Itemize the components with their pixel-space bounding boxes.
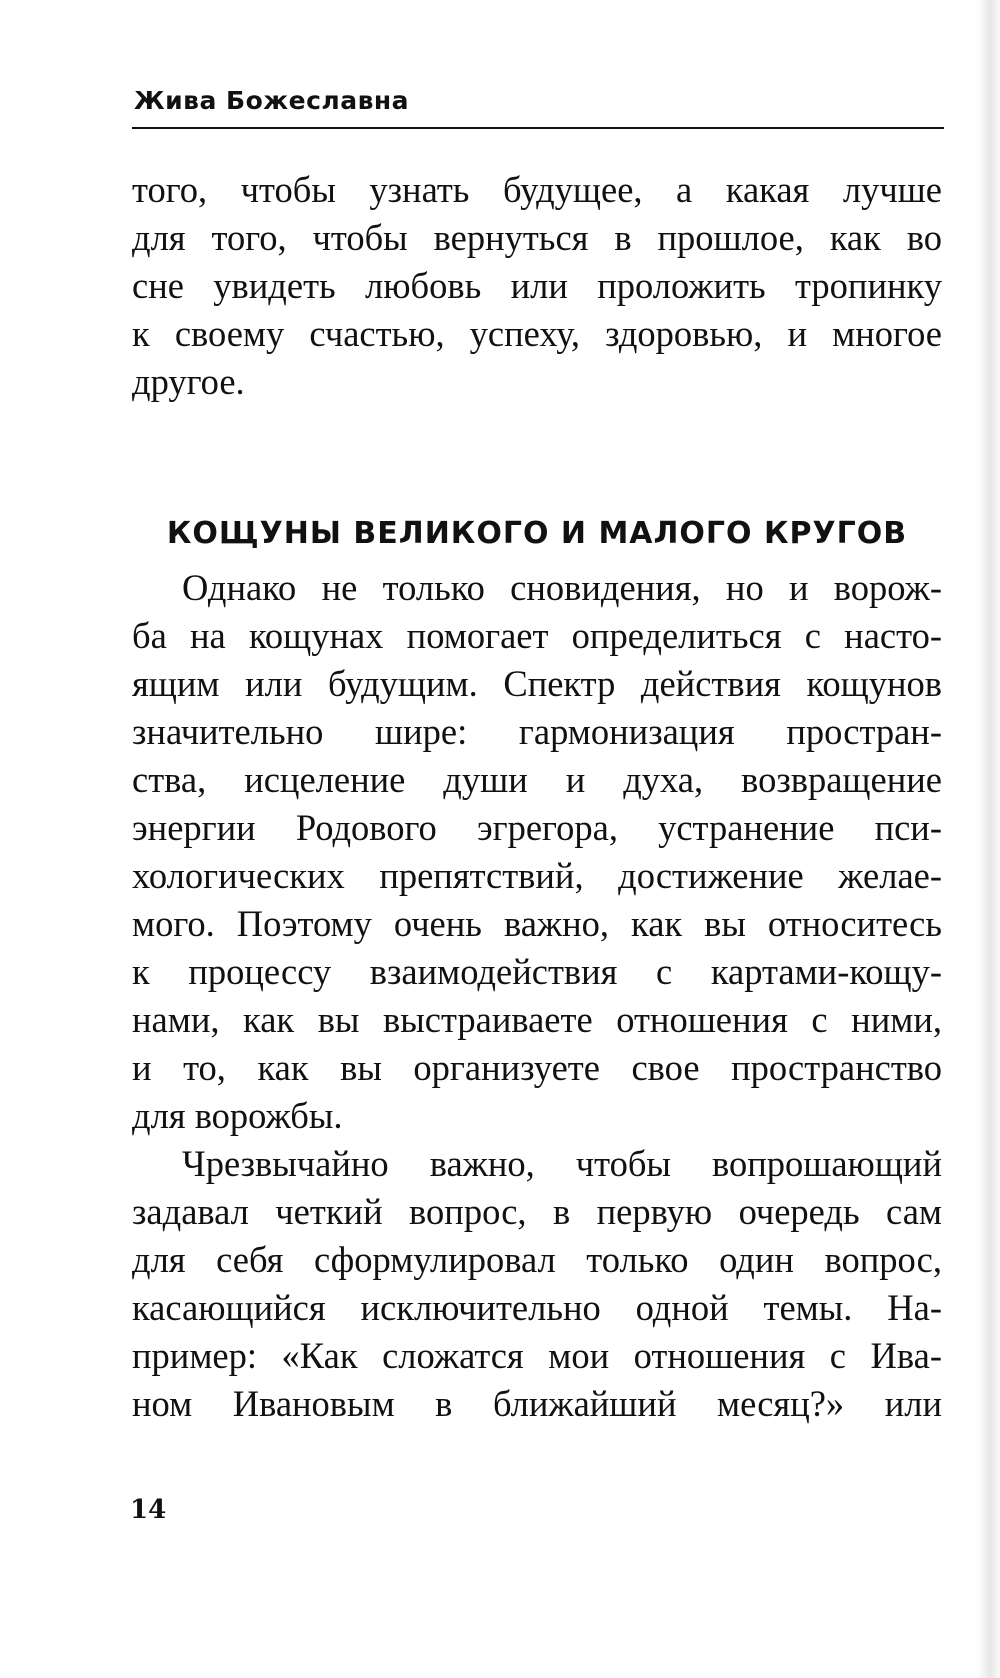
para1-line-4: значительно шире: гармонизация простран- [132, 711, 942, 752]
para1-line-2: ба на кощунах помогает определиться с насто- [132, 615, 942, 656]
para1-line-12: для ворожбы. [132, 1095, 343, 1136]
intro-line-3: сне увидеть любовь или проложить тропинку [132, 265, 942, 306]
para1-line-11: и то, как вы организуете свое пространство [132, 1047, 942, 1088]
para2-line-3: для себя сформулировал только один вопрос, [132, 1239, 942, 1280]
para1-line-6: энергии Родового эгрегора, устранение пси- [132, 807, 942, 848]
para2-line-4: касающийся исключительно одной темы. На- [132, 1287, 942, 1328]
intro-line-4: к своему счастью, успеху, здоровью, и многое [132, 313, 942, 354]
intro-line-2: для того, чтобы вернуться в прошлое, как во [132, 217, 942, 258]
para2-line-5: пример: «Как сложатся мои отношения с Ива- [132, 1335, 942, 1376]
para1-line-9: к процессу взаимодействия с картами-кощу- [132, 951, 942, 992]
para2-line-2: задавал четкий вопрос, в первую очередь сам [132, 1191, 942, 1232]
para2-line-6: ном Ивановым в ближайший месяц?» или [132, 1383, 942, 1424]
section-title: КОЩУНЫ ВЕЛИКОГО И МАЛОГО КРУГОВ [166, 516, 908, 551]
running-head: Жива Божеславна [134, 86, 410, 115]
intro-line-1: того, чтобы узнать будущее, а какая лучше [132, 169, 942, 210]
para1-line-1: Однако не только сновидения, но и ворож- [182, 567, 942, 608]
header-rule [132, 127, 944, 129]
para1-line-7: хологических препятствий, достижение желае- [132, 855, 942, 896]
page-edge-shadow [978, 0, 1000, 1678]
para1-line-8: мого. Поэтому очень важно, как вы относитесь [132, 903, 942, 944]
page-number: 14 [130, 1495, 167, 1525]
para1-line-3: ящим или будущим. Спектр действия кощунов [132, 663, 942, 704]
intro-line-5: другое. [132, 361, 245, 402]
para1-line-10: нами, как вы выстраиваете отношения с ними, [132, 999, 942, 1040]
para1-line-5: ства, исцеление души и духа, возвращение [132, 759, 942, 800]
para2-line-1: Чрезвычайно важно, чтобы вопрошающий [182, 1143, 942, 1184]
